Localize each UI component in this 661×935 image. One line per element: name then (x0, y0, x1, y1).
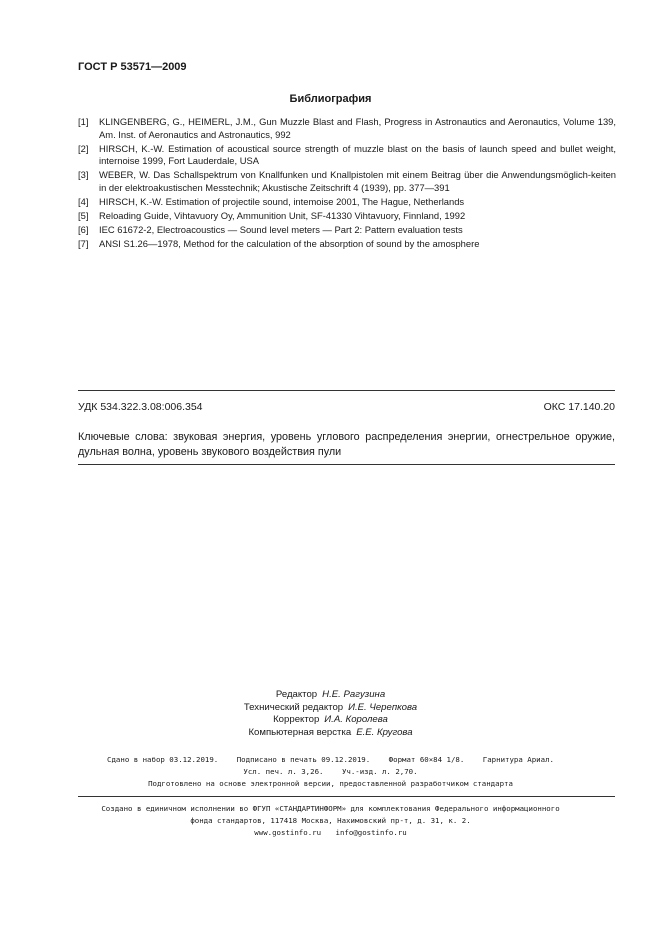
print-sheets: Усл. печ. л. 3,26. (243, 767, 324, 776)
credit-row (0, 702, 661, 715)
submitted-date: Сдано в набор 03.12.2019. (107, 755, 219, 764)
bibliography-item-text: HIRSCH, K.-W. Estimation of acoustical source strength of muzzle blast on the basis of launch speed and bullet weight, internoise 1999, Fort Lauderdale, USA (99, 142, 616, 166)
credit-row (0, 714, 661, 727)
bibliography-item (78, 224, 616, 237)
divider-top (78, 390, 615, 391)
publisher-line-2: фонда стандартов, 117418 Москва, Нахимовский пр-т, д. 31, к. 2. (190, 816, 471, 825)
bibliography-item (78, 169, 616, 194)
credit-name: Н.Е. Рагузина (322, 689, 386, 700)
bibliography-item-text: KLINGENBERG, G., HEIMERL, J.M., Gun Muzzle Blast and Flash, Progress in Astronautics and Aeronautics, Volume 139, Am. Inst. of Aeronautics and Astronautics, 992 (99, 116, 616, 140)
bibliography-item-number: [3] (78, 169, 89, 180)
credits-block (0, 689, 661, 739)
credit-name: И.А. Королева (324, 714, 388, 725)
bibliography-item-number: [1] (78, 116, 89, 127)
signed-date: Подписано в печать 09.12.2019. (236, 755, 371, 764)
typeface: Гарнитура Ариал. (482, 755, 554, 764)
divider-keywords (78, 464, 615, 465)
bibliography-item (78, 210, 616, 223)
bibliography-item-text: IEC 61672-2, Electroacoustics — Sound level meters — Part 2: Pattern evaluation tests (99, 223, 463, 235)
bibliography-item-text: WEBER, W. Das Schallspektrum von Knallfunken und Knallpistolen mit einem Beitrag über die Anwendungsmöglich-keiten in der elektroakustischen Messtechnik; Akustische Zeitschrift 4 (1939), pp. 377—391 (99, 169, 616, 193)
bibliography-item-number: [6] (78, 223, 89, 235)
publisher-block (0, 803, 661, 839)
credit-role: Корректор (273, 714, 320, 725)
credit-row (0, 689, 661, 702)
publisher-email[interactable]: info@gostinfo.ru (335, 828, 407, 837)
publisher-line-1: Создано в единичном исполнении во ФГУП «СТАНДАРТИНФОРМ» для комплектования Федерального информационного (101, 804, 560, 813)
publication-sheets: Уч.-изд. л. 2,70. (341, 767, 418, 776)
bibliography-item (78, 143, 616, 168)
bibliography-item-text: ANSI S1.26—1978, Method for the calculation of the absorption of sound by the amosphere (99, 237, 480, 249)
credit-role: Компьютерная верстка (248, 726, 352, 738)
credit-role: Технический редактор (243, 701, 344, 713)
paper-format: Формат 60×84 1/8. (388, 755, 465, 764)
bibliography-item (78, 196, 616, 209)
credit-name: Е.Е. Кругова (356, 726, 413, 738)
publisher-website[interactable]: www.gostinfo.ru (254, 828, 322, 837)
credit-name: И.Е. Черепкова (348, 701, 418, 713)
bibliography-item-number: [2] (78, 142, 89, 154)
bibliography-item-number: [5] (78, 209, 89, 221)
imprint-row-1 (0, 754, 661, 766)
keywords-text: Ключевые слова: звуковая энергия, уровень углового распределения энергии, огнестрельное оружие, дульная волна, уровень звукового воздействия пули (78, 431, 615, 458)
imprint-block (0, 754, 661, 790)
bibliography-list (78, 116, 616, 252)
oks-code: ОКС 17.140.20 (543, 401, 615, 413)
bibliography-item (78, 116, 616, 141)
bibliography-item-number: [4] (78, 195, 89, 207)
bibliography-item-text: Reloading Guide, Vihtavuory Oy, Ammunition Unit, SF-41330 Vihtavuory, Finnland, 1992 (99, 209, 466, 221)
bibliography-item (78, 238, 616, 251)
imprint-prepared: Подготовлено на основе электронной версии, предоставленной разработчиком стандарта (148, 779, 513, 788)
standard-code: ГОСТ Р 53571—2009 (78, 61, 187, 73)
imprint-row-2 (0, 766, 661, 778)
publisher-contacts (0, 827, 661, 839)
bibliography-title: Библиография (289, 93, 372, 105)
credit-row (0, 727, 661, 740)
divider-bottom (78, 796, 615, 797)
bibliography-item-number: [7] (78, 237, 89, 249)
udk-code: УДК 534.322.3.08:006.354 (78, 401, 203, 413)
credit-role: Редактор (275, 689, 318, 700)
bibliography-item-text: HIRSCH, K.-W. Estimation of projectile sound, intemoise 2001, The Hague, Netherlands (99, 195, 465, 207)
